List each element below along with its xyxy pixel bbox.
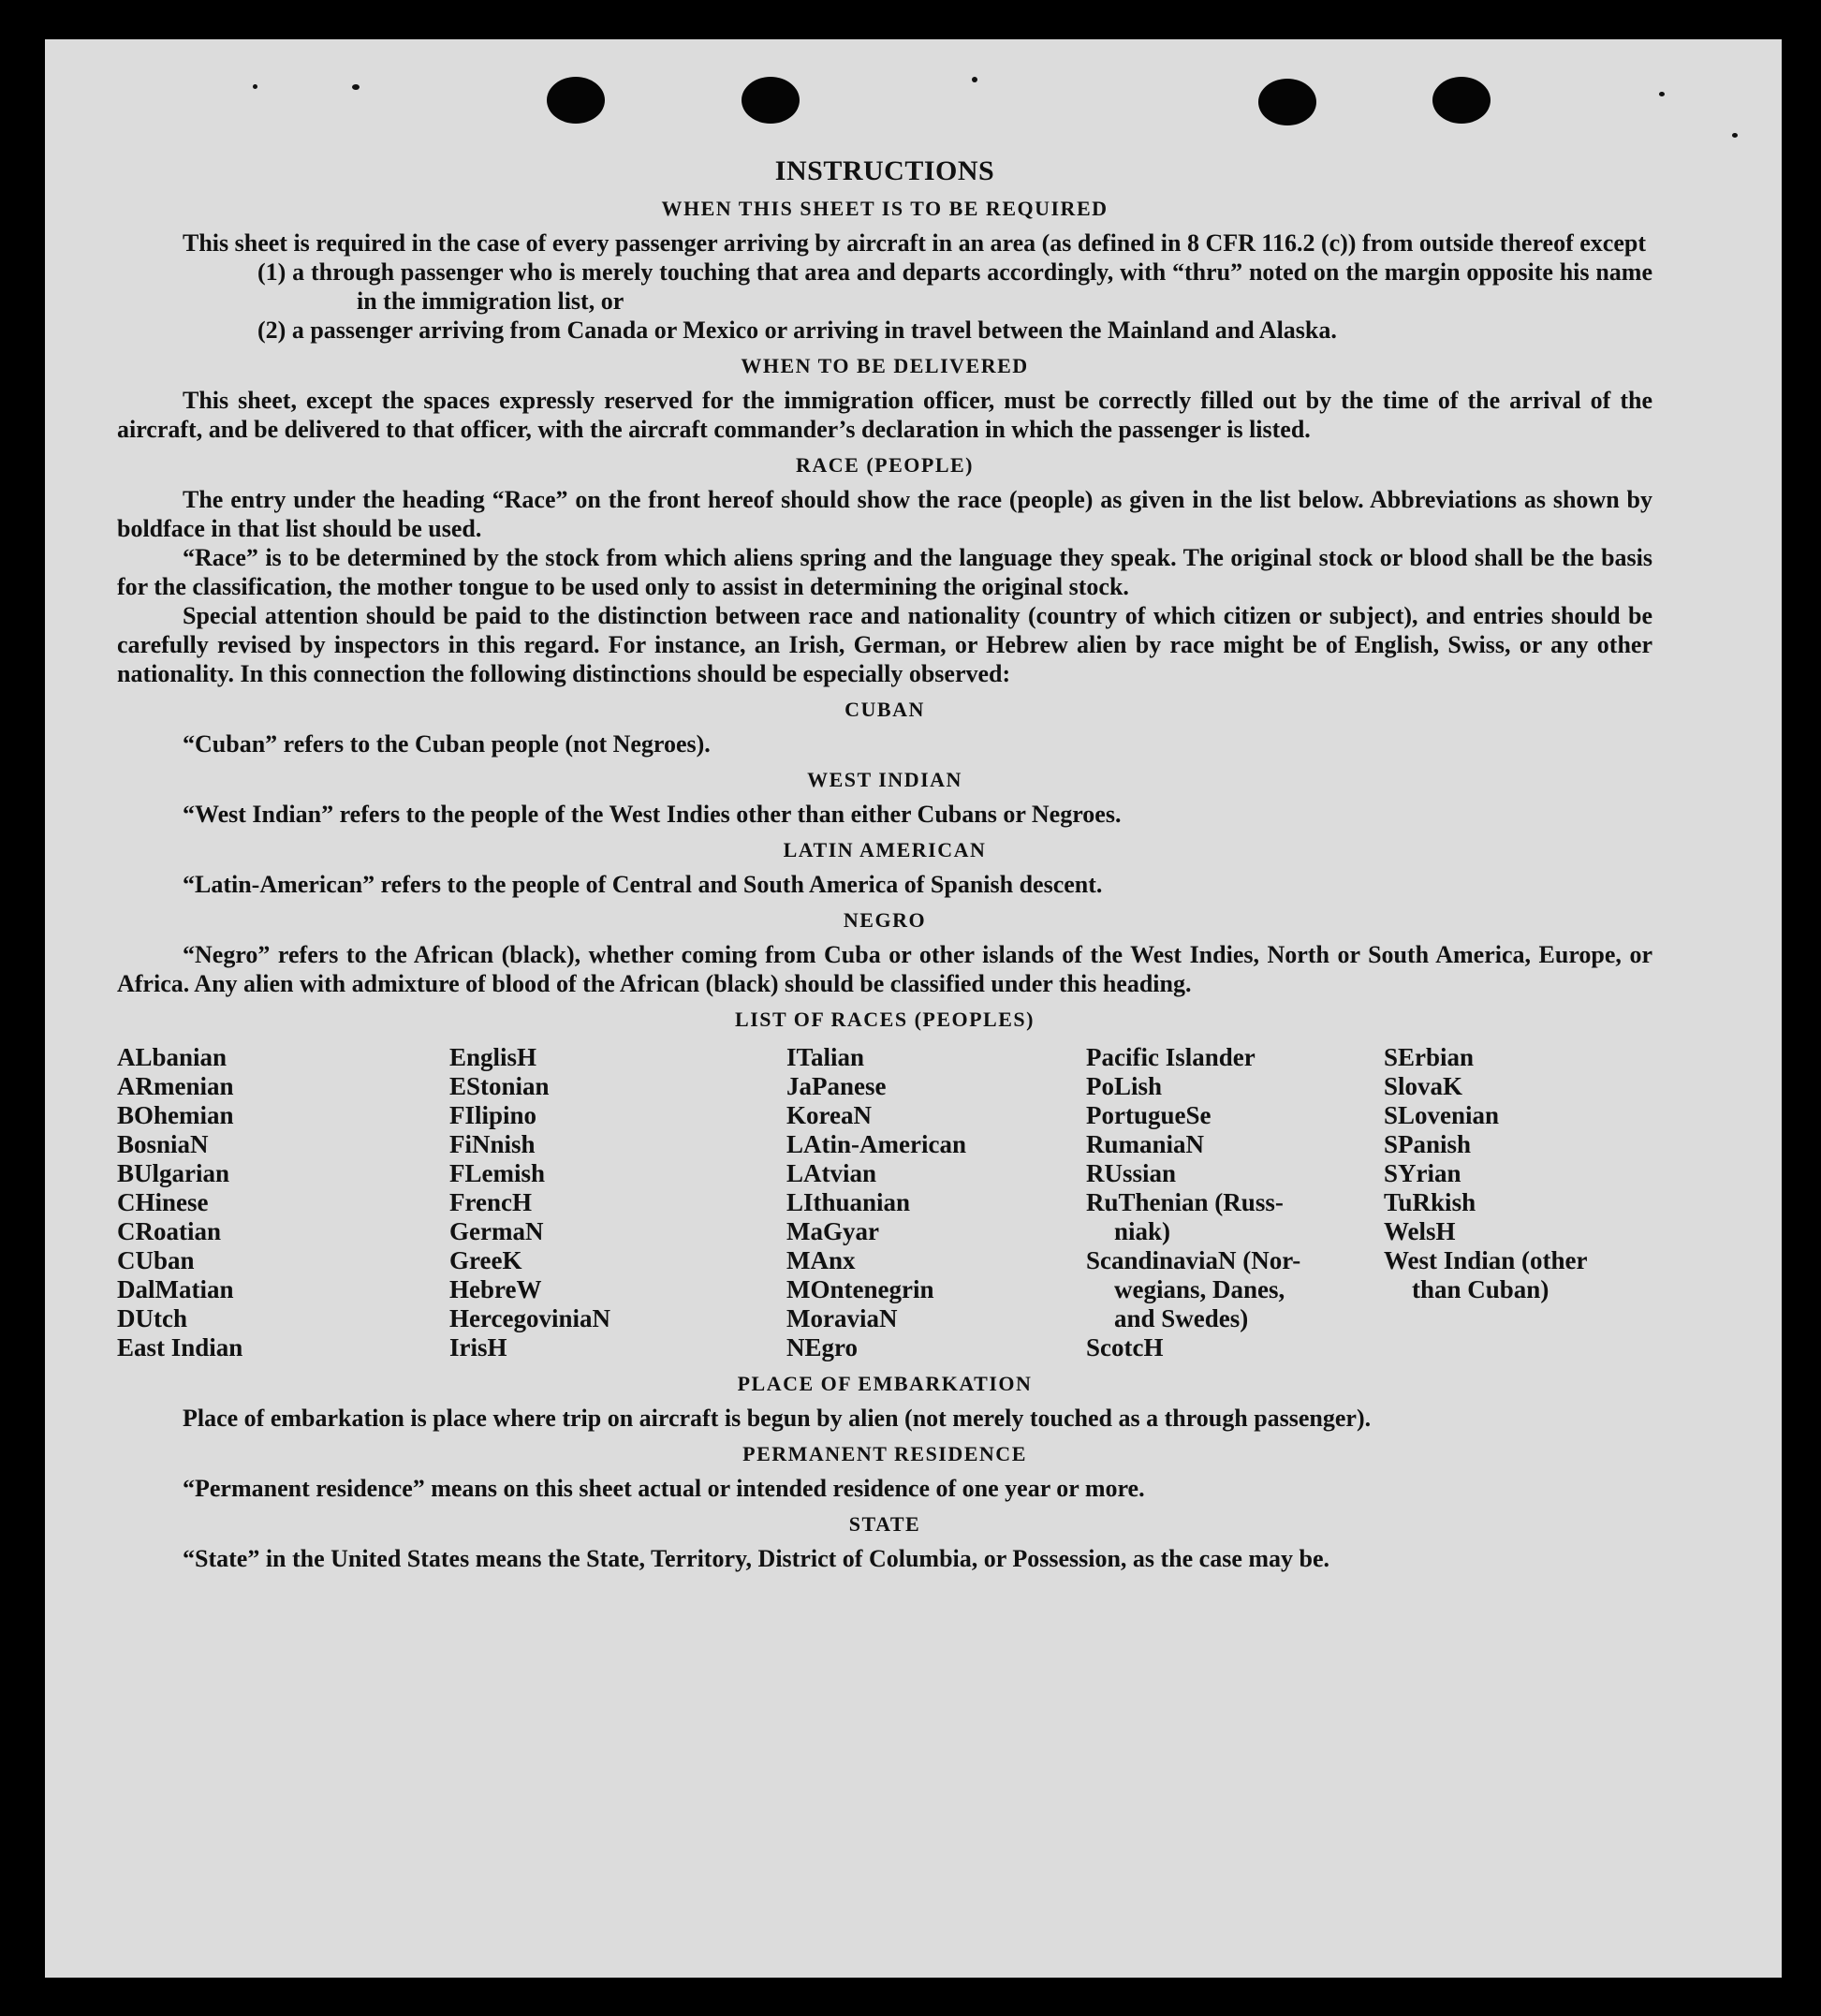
race-item-continuation: and Swedes)	[1114, 1304, 1249, 1332]
heading-place-of-embarkation: PLACE OF EMBARKATION	[737, 1372, 1033, 1395]
race-item: ITalian	[786, 1043, 865, 1071]
race-item: MOntenegrin	[786, 1275, 934, 1303]
race-item: LAtvian	[786, 1159, 877, 1187]
page-title: INSTRUCTIONS	[774, 155, 995, 186]
heading-permanent-residence: PERMANENT RESIDENCE	[742, 1442, 1027, 1465]
race-paragraph: Special attention should be paid to the distinction between race and nationality (country of which citizen or subject), and entries should be carefully revised by inspectors in this regard. For instance, an Irish, German, or Hebrew alien by race might be of English, Swiss, or any other nationality. In this connection the following distinctions should be especially observed:	[117, 602, 1652, 687]
race-item: DalMatian	[117, 1275, 234, 1303]
heading-race: RACE (PEOPLE)	[796, 453, 974, 477]
race-item: FIlipino	[449, 1101, 537, 1129]
heading-state: STATE	[848, 1512, 921, 1536]
race-item: FrencH	[449, 1188, 532, 1216]
race-item: ALbanian	[117, 1043, 228, 1071]
required-item-1: (1) a through passenger who is merely touching that area and departs accordingly, with “thru” noted on the margin opposite his name in the immigration list, or	[257, 258, 1652, 315]
ink-speck	[972, 77, 977, 82]
race-column	[449, 1043, 786, 1362]
race-item-continuation: niak)	[1114, 1217, 1171, 1245]
race-item: MaGyar	[786, 1217, 879, 1245]
race-item-continuation: than Cuban)	[1412, 1275, 1549, 1303]
race-item: SErbian	[1384, 1043, 1475, 1071]
heading-negro: NEGRO	[843, 908, 927, 932]
race-item: SLovenian	[1384, 1101, 1500, 1129]
race-item: LAtin-American	[786, 1130, 966, 1158]
race-item: CUban	[117, 1246, 195, 1274]
race-item: BosniaN	[117, 1130, 209, 1158]
delivered-text: This sheet, except the spaces expressly reserved for the immigration officer, must be correctly filled out by the time of the arrival of the aircraft, and be delivered to that officer, with the aircraft commander’s declaration in which the passenger is listed.	[117, 387, 1652, 443]
heading-west-indian: WEST INDIAN	[807, 768, 962, 791]
negro-text: “Negro” refers to the African (black), whether coming from Cuba or other islands of the West Indies, North or South America, Europe, or Africa. Any alien with admixture of blood of the African (black) should be classified under this heading.	[117, 941, 1652, 997]
race-item: BUlgarian	[117, 1159, 230, 1187]
race-item: CRoatian	[117, 1217, 222, 1245]
race-item: ARmenian	[117, 1072, 234, 1100]
required-item-2: (2) a passenger arriving from Canada or Mexico or arriving in travel between the Mainland and Alaska.	[257, 316, 1337, 344]
race-item: SPanish	[1384, 1130, 1472, 1158]
race-item: EnglisH	[449, 1043, 537, 1071]
race-item: West Indian (other	[1384, 1246, 1588, 1274]
punch-hole	[1258, 79, 1316, 125]
race-item-continuation: wegians, Danes,	[1114, 1275, 1285, 1303]
punch-hole	[1432, 77, 1491, 124]
race-item: PortugueSe	[1086, 1101, 1212, 1129]
race-item: MoraviaN	[786, 1304, 898, 1332]
race-item: KoreaN	[786, 1101, 872, 1129]
race-item: RuThenian (Russ-	[1086, 1188, 1284, 1216]
race-column	[786, 1043, 1086, 1362]
race-item: NEgro	[786, 1333, 859, 1361]
heading-when-required: WHEN THIS SHEET IS TO BE REQUIRED	[661, 197, 1109, 220]
punch-hole	[547, 77, 605, 124]
race-item: WelsH	[1384, 1217, 1456, 1245]
race-item: TuRkish	[1384, 1188, 1476, 1216]
race-item: SYrian	[1384, 1159, 1461, 1187]
residence-text: “Permanent residence” means on this sheet actual or intended residence of one year or more.	[183, 1475, 1145, 1502]
state-text: “State” in the United States means the State, Territory, District of Columbia, or Possession, as the case may be.	[183, 1545, 1330, 1572]
ink-speck	[352, 84, 360, 90]
ink-speck	[1732, 133, 1738, 138]
race-item: East Indian	[117, 1333, 243, 1361]
ink-speck	[1659, 92, 1665, 96]
ink-speck	[253, 84, 257, 89]
latin-american-text: “Latin-American” refers to the people of Central and South America of Spanish descent.	[183, 871, 1103, 898]
race-item: ScandinaviaN (Nor-	[1086, 1246, 1301, 1274]
heading-latin-american: LATIN AMERICAN	[783, 838, 987, 861]
race-item: FiNnish	[449, 1130, 536, 1158]
race-item: ScotcH	[1086, 1333, 1164, 1361]
race-item: IrisH	[449, 1333, 507, 1361]
race-item: CHinese	[117, 1188, 209, 1216]
punch-hole	[742, 77, 800, 124]
race-item: HercegoviniaN	[449, 1304, 610, 1332]
race-item: MAnx	[786, 1246, 856, 1274]
race-item: DUtch	[117, 1304, 187, 1332]
race-item: HebreW	[449, 1275, 542, 1303]
race-item: GermaN	[449, 1217, 544, 1245]
race-item: FLemish	[449, 1159, 546, 1187]
race-item: PoLish	[1086, 1072, 1163, 1100]
race-paragraph: The entry under the heading “Race” on the front hereof should show the race (people) as given in the list below. Abbreviations as shown by boldface in that list should be used.	[117, 486, 1652, 542]
race-column	[117, 1043, 449, 1362]
west-indian-text: “West Indian” refers to the people of the West Indies other than either Cubans or Negroes.	[183, 801, 1122, 828]
race-paragraph: “Race” is to be determined by the stock from which aliens spring and the language they speak. The original stock or blood shall be the basis for the classification, the mother tongue to be used only to assist in determining the original stock.	[117, 544, 1652, 600]
race-item: Pacific Islander	[1086, 1043, 1256, 1071]
heading-cuban: CUBAN	[844, 698, 925, 721]
cuban-text: “Cuban” refers to the Cuban people (not Negroes).	[183, 730, 711, 758]
race-column	[1086, 1043, 1384, 1362]
instructions-page	[117, 150, 1652, 1573]
race-item: RumaniaN	[1086, 1130, 1205, 1158]
race-item: GreeK	[449, 1246, 522, 1274]
race-item: LIthuanian	[786, 1188, 911, 1216]
heading-when-delivered: WHEN TO BE DELIVERED	[741, 354, 1029, 377]
race-item: RUssian	[1086, 1159, 1177, 1187]
race-item: BOhemian	[117, 1101, 234, 1129]
race-item: JaPanese	[786, 1072, 887, 1100]
race-list	[117, 1043, 1652, 1362]
required-intro: This sheet is required in the case of every passenger arriving by aircraft in an area (as defined in 8 CFR 116.2 (c)) from outside thereof except	[183, 229, 1646, 257]
race-item: SlovaK	[1384, 1072, 1463, 1100]
race-item: EStonian	[449, 1072, 550, 1100]
embarkation-text: Place of embarkation is place where trip on aircraft is begun by alien (not merely touched as a through passenger).	[183, 1405, 1372, 1432]
heading-list-of-races: LIST OF RACES (PEOPLES)	[735, 1008, 1035, 1031]
race-column	[1384, 1043, 1652, 1362]
